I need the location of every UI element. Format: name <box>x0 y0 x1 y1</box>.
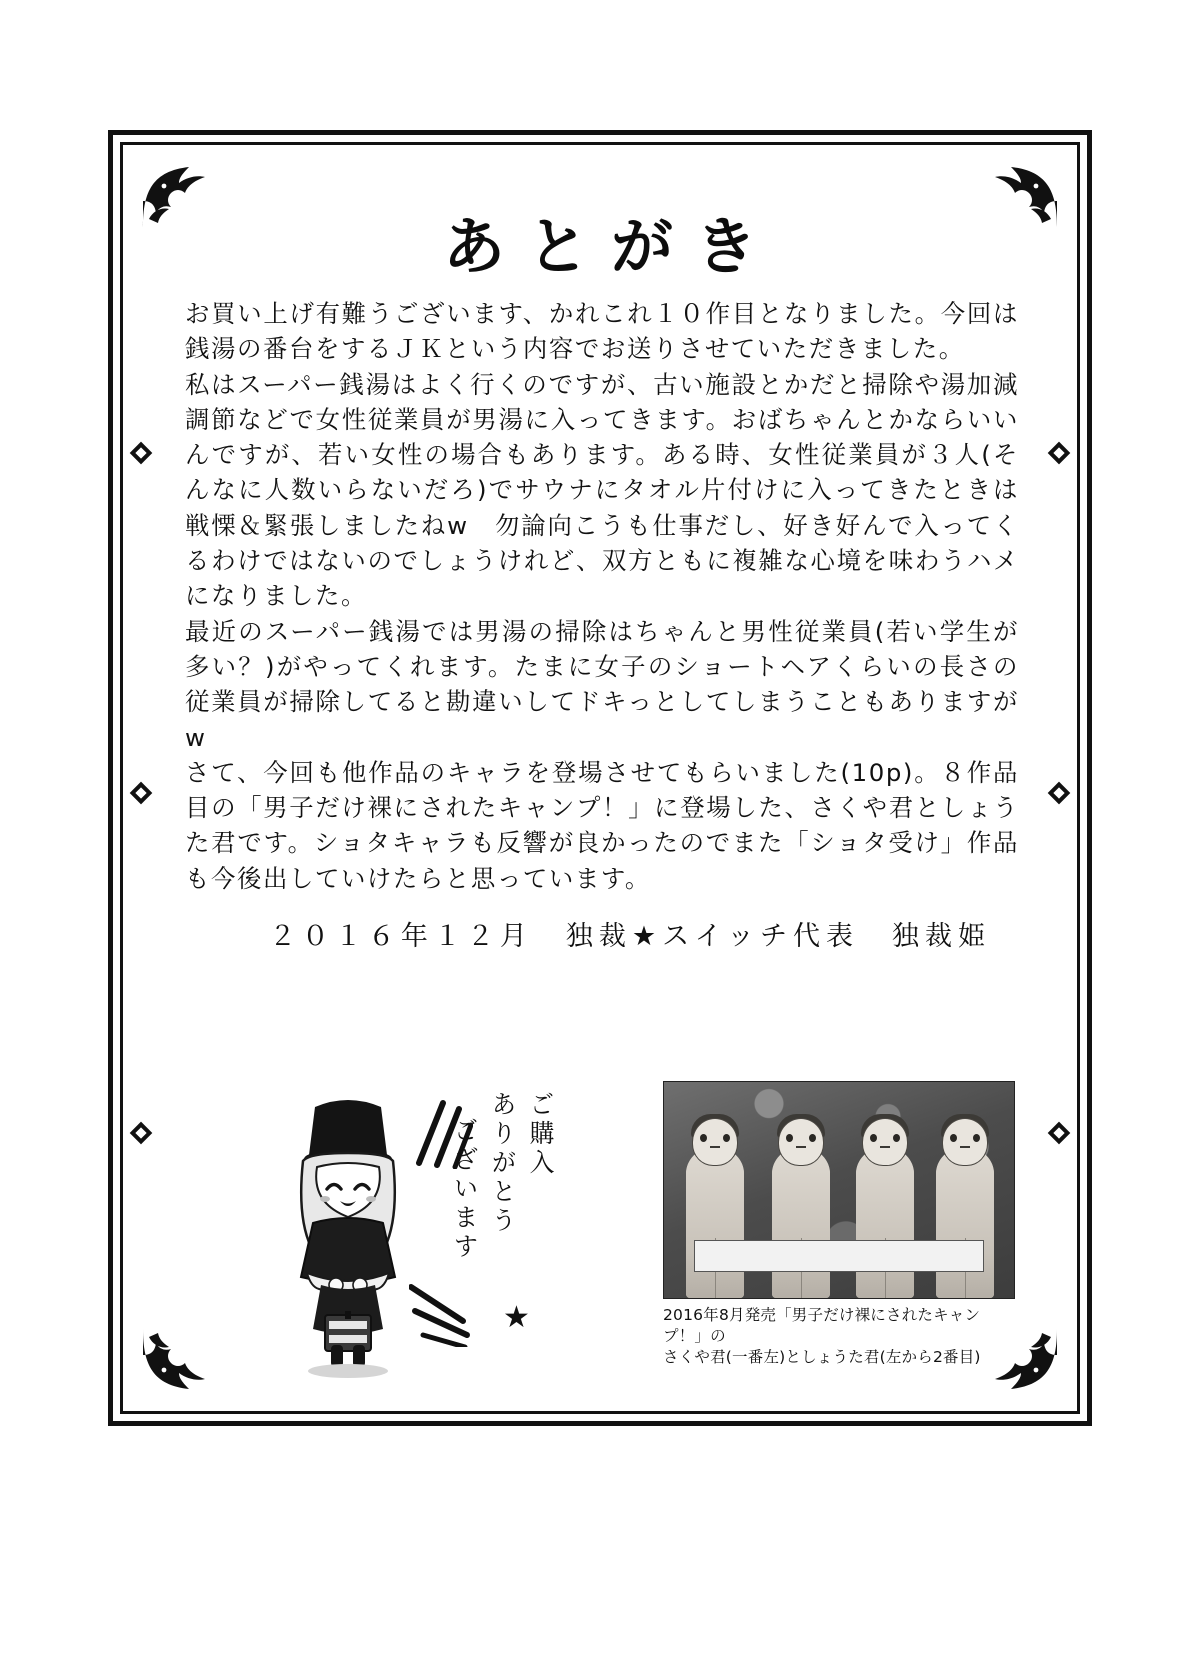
photo-character-2 <box>772 1148 830 1298</box>
bottom-section <box>181 1081 1025 1381</box>
side-ornament-icon <box>130 442 153 465</box>
paragraph-1: お買い上げ有難うございます、かれこれ１０作目となりました。今回は銭湯の番台をするＪＫという内容でお送りさせていただきました。 <box>185 299 1019 364</box>
frame-inner-border <box>120 142 1080 1414</box>
reference-photo-block <box>663 1081 1015 1368</box>
decorative-frame <box>108 130 1092 1426</box>
side-ornament-icon <box>130 782 153 805</box>
page-title: あとがき <box>442 210 779 283</box>
thank-you-vertical-text <box>446 1091 558 1351</box>
side-ornament-icon <box>130 1122 153 1145</box>
photo-character-3 <box>856 1148 914 1298</box>
afterword-body <box>163 296 1037 896</box>
side-ornament-icon <box>1048 442 1071 465</box>
reference-photo <box>663 1081 1015 1299</box>
side-ornament-icon <box>1048 782 1071 805</box>
star-icon: ★ <box>503 1301 530 1334</box>
paragraph-2: 私はスーパー銭湯はよく行くのですが、古い施設とかだと掃除や湯加減調節などで女性従業員が男湯に入ってきます。おばちゃんとかならいいんですが、若い女性の場合もあります。ある時、女性従業員が３人(そんなに人数いらないだろ)でサウナにタオル片付けに入ってきたときは戦慄＆緊張しましたねw 勿論向こうも仕事だし、好き好んで入ってくるわけではないのでしょうけれど、双方ともに複雑な心境を味わうハメになりました。 <box>185 369 1020 611</box>
photo-character-1 <box>686 1148 744 1298</box>
photo-caption-line-2: さくや君(一番左)としょうた君(左から2番目) <box>663 1348 981 1366</box>
paragraph-3: 最近のスーパー銭湯では男湯の掃除はちゃんと男性従業員(若い学生が多い？)がやってくれます。たまに女子のショートヘアくらいの長さの従業員が掃除してると勘違いしてドキっとしてしまうこともありますがw <box>185 616 1019 752</box>
thanks-line-1: ご購入 <box>526 1091 555 1178</box>
signature-line: ２０１６年１２月 独裁★スイッチ代表 独裁姫 <box>268 921 992 953</box>
thanks-line-2: ありがとう <box>488 1091 517 1236</box>
paragraph-4: さて、今回も他作品のキャラを登場させてもらいました(10p)。８作品目の「男子だけ裸にされたキャンプ！」に登場した、さくや君としょうた君です。ショタキャラも反響が良かったのでまた「ショタ受け」作品も今後出していけたらと思っています。 <box>185 757 1019 893</box>
document-content <box>163 179 1037 1387</box>
side-ornament-icon <box>1048 1122 1071 1145</box>
photo-caption <box>663 1305 1015 1368</box>
censor-bar <box>694 1240 984 1272</box>
photo-character-4 <box>936 1148 994 1298</box>
chibi-mascot-illustration <box>273 1089 423 1379</box>
thanks-line-3: ございます <box>450 1117 479 1262</box>
photo-caption-line-1: 2016年8月発売「男子だけ裸にされたキャンプ！」の <box>663 1306 981 1345</box>
